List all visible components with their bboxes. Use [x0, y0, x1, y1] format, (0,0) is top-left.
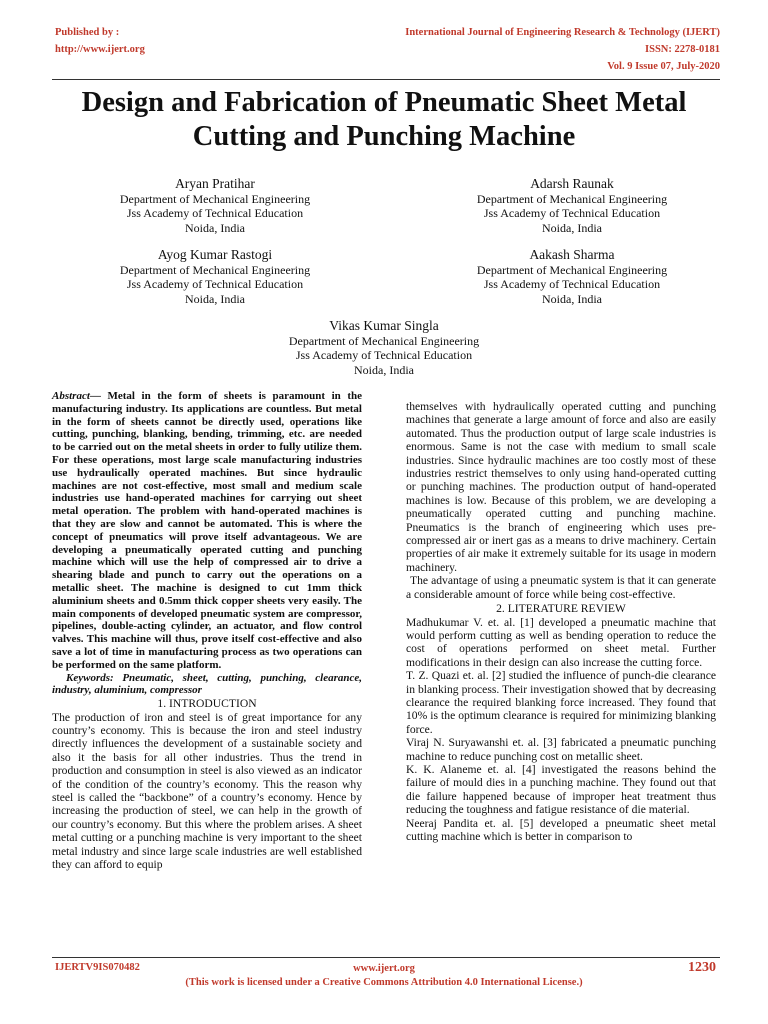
author-block: [442, 175, 702, 235]
journal-info: [405, 24, 720, 75]
author-institution: Jss Academy of Technical Education: [483, 206, 661, 221]
author-location: Noida, India: [354, 362, 414, 377]
reference-paragraph: K. K. Alaneme et. al. [4] investigated the reasons behind the failure of mould dies in a punching machine. They found out that die failure happened because of improper heat treatment thus reducing the toughness and fatigue resistance of die material.: [406, 762, 716, 817]
pneumatic-advantage-text: The advantage of using a pneumatic system is that it can generate a considerable amount of force while being cost-effective.: [406, 574, 716, 601]
abstract-dash: —: [89, 390, 108, 402]
paper-title-line-1: Design and Fabrication of Pneumatic Sheet Metal: [81, 87, 687, 118]
author-block: [85, 246, 345, 306]
publisher-info: [55, 24, 145, 58]
author-institution: Jss Academy of Technical Education: [126, 206, 304, 221]
author-block: [254, 317, 514, 377]
issn: ISSN: 2278-0181: [645, 44, 720, 55]
author-department: Department of Mechanical Engineering: [119, 263, 311, 277]
paper-title: [40, 86, 728, 154]
author-institution: Jss Academy of Technical Education: [126, 277, 304, 292]
volume-issue: Vol. 9 Issue 07, July-2020: [607, 61, 720, 72]
introduction-continued-text: themselves with hydraulically operated cutting and punching machines that generate a large amount of force and also are easily automated. Thus the production output of large scale industries is enormous. Same is not the case with medium to small scale industries. Since hydraulic machines are too costly most of these industries restrict themselves to only using hand-operated cutting or punching machines. The production output of hand-operated machines is low. Because of this problem, we are developing a pneumatically operated cutting and punching machine. Pneumatics is the branch of engineering which uses pre-compressed air or inert gas as a means to drive machinery. Certain properties of air make it extremely suitable for its usage in modern machinery.: [406, 400, 716, 574]
publisher-url-link[interactable]: http://www.ijert.org: [55, 44, 145, 55]
abstract-text: Metal in the form of sheets is paramount in the manufacturing industry. Its applications are countless. But metal in the form of sheets cannot be directly used, operations like cutting, punching, blanking, bending, trimming, etc. are needed to be carried out on the metal sheets in order to fully utilize them. For these operations, most large scale manufacturing industries use hydraulically operated machines. But since hydraulic machines are not cost-effective, most small and medium scale industries use hand-operated machines for carrying out sheet metal operation. The problem with hand-operated machines is that they are slow and cannot be automated. This is where the concept of pneumatics will prove itself advantageous. We are developing a pneumatically operated cutting and punching machine which will use the help of compressed air to drive a shearing blade and punch to carry out the operations on a metallic sheet. The machine is designed to cut 1mm thick aluminium sheets and 0.5mm thick copper sheets very easily. The main components of developed pneumatic system are compressor, pipelines, double-acting cylinder, an actuator, and flow control valves. This machine will thus, prove itself cost-effective and also save a lot of time in manufacturing process as two operations can be performed on the same platform.: [52, 390, 362, 671]
reference-paragraph: Madhukumar V. et. al. [1] developed a pneumatic machine that would perform cutting as well as bending operation to reduce the cost of operations performed on sheet metal. Further modifications in their design can also increase the cutting force.: [406, 615, 716, 669]
header-divider: [52, 79, 720, 80]
paper-id: IJERTV9IS070482: [55, 962, 140, 973]
author-department: Department of Mechanical Engineering: [119, 192, 311, 206]
right-column: [406, 390, 716, 843]
author-name: Ayog Kumar Rastogi: [157, 247, 273, 262]
paper-title-line-2: Cutting and Punching Machine: [192, 121, 576, 152]
author-department: Department of Mechanical Engineering: [476, 263, 668, 277]
author-institution: Jss Academy of Technical Education: [483, 277, 661, 292]
author-block: [85, 175, 345, 235]
section-heading-literature-review: 2. LITERATURE REVIEW: [496, 602, 626, 616]
author-department: Department of Mechanical Engineering: [288, 334, 480, 348]
page-number: 1230: [688, 960, 716, 975]
published-by-label: Published by :: [55, 27, 120, 38]
author-location: Noida, India: [185, 291, 245, 306]
author-block: [442, 246, 702, 306]
section-heading-introduction: 1. INTRODUCTION: [157, 697, 257, 711]
footer-divider: [52, 957, 720, 958]
author-location: Noida, India: [542, 291, 602, 306]
author-institution: Jss Academy of Technical Education: [295, 348, 473, 363]
author-location: Noida, India: [542, 220, 602, 235]
author-name: Vikas Kumar Singla: [329, 318, 439, 333]
reference-paragraph: Neeraj Pandita et. al. [5] developed a pneumatic sheet metal cutting machine which is better in comparison to: [406, 816, 716, 843]
footer-url-link[interactable]: www.ijert.org: [353, 963, 415, 974]
journal-name: International Journal of Engineering Research & Technology (IJERT): [405, 27, 720, 38]
author-name: Aakash Sharma: [529, 247, 615, 262]
abstract: [52, 390, 362, 672]
license-notice: (This work is licensed under a Creative Commons Attribution 4.0 International License.): [185, 977, 583, 988]
left-column: [52, 390, 362, 871]
reference-paragraph: Viraj N. Suryawanshi et. al. [3] fabricated a pneumatic punching machine to reduce punching cost on metallic sheet.: [406, 736, 716, 763]
introduction-text: The production of iron and steel is of great importance for any country’s economy. This is because the iron and steel industry directly influences the development of a sustainable society and also it the basis for all other industries. Thus the trend in production and consumption in steel is also viewed as an indicator of the condition of the country’s economy. This the reason why steel is called the “backbone” of a country’s economy. Hence by increasing the production of steel, we can help in the growth of our country’s economy. But this where the problem arises. A sheet metal cutting or a punching machine is very important to the sheet metal industry and since large scale industries are well established they can afford to equip: [52, 710, 362, 871]
author-location: Noida, India: [185, 220, 245, 235]
author-name: Aryan Pratihar: [175, 176, 255, 191]
keywords: Keywords: Pneumatic, sheet, cutting, punching, clearance, industry, aluminium, compressor: [52, 671, 362, 697]
reference-paragraph: T. Z. Quazi et. al. [2] studied the influence of punch-die clearance in blanking process. Their investigation showed that by decreasing clearance the required blanking force increased. They found that 10% is the optimum clearance is required for minimizing blanking force.: [406, 669, 716, 736]
footer-center: [0, 962, 768, 990]
author-department: Department of Mechanical Engineering: [476, 192, 668, 206]
abstract-label: Abstract: [52, 390, 90, 402]
author-name: Adarsh Raunak: [530, 176, 614, 191]
